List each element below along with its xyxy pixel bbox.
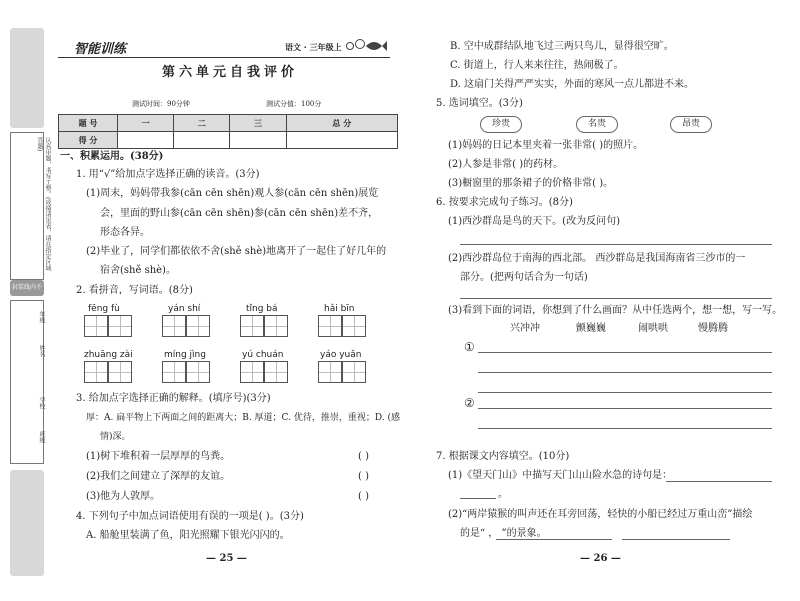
question-7-2-line-2: 的是“ ， ”的景象。	[460, 528, 547, 539]
question-1-2-line-1: (2)毕业了，同学们都依依不舍(shě shè)地离开了一起住了好几年的	[86, 246, 387, 257]
score-cell[interactable]	[286, 132, 397, 149]
sidebar-top-block	[10, 28, 44, 128]
question-7-1: (1)《望天门山》中描写天门山山险水急的诗句是：	[448, 470, 673, 481]
pinyin-label: hǎi bīn	[324, 304, 355, 314]
page-number-26: — 26 —	[580, 553, 621, 564]
score-table-header-row	[59, 115, 398, 132]
sidebar-instruction-box	[10, 132, 51, 280]
question-6: 6. 按要求完成句子练习。(8分)	[436, 197, 573, 208]
question-4-option-b: B. 空中成群结队地飞过三两只鸟儿，显得很空旷。	[450, 41, 674, 52]
brand-title: 智能训练	[74, 42, 127, 57]
answer-line[interactable]	[460, 498, 496, 499]
question-1-2-line-2: 宿舍(shě shè)。	[100, 265, 176, 276]
question-6-1: (1)西沙群岛是鸟的天下。(改为反问句)	[448, 216, 620, 227]
answer-blank[interactable]: ( )	[358, 491, 369, 502]
sidebar-bottom-block	[10, 470, 44, 576]
answer-blank[interactable]: ( )	[358, 471, 369, 482]
writing-grid[interactable]	[84, 361, 132, 383]
subject-label: 语文 · 三年级上	[285, 43, 342, 52]
word-prompt: 兴冲冲	[510, 323, 540, 334]
question-4-option-d: D. 这扇门关得严严实实，外面的寒风一点儿都进不来。	[450, 79, 695, 90]
answer-line[interactable]	[666, 481, 772, 482]
writing-grid[interactable]	[240, 315, 288, 337]
word-prompt: 闹哄哄	[638, 323, 668, 334]
pinyin-label: tǐng bá	[246, 304, 278, 314]
question-1-1-line-1: (1)周末，妈妈带我参(cān cēn shēn)观人参(cān cēn shēn)展览	[86, 188, 379, 199]
page-number-25: — 25 —	[206, 553, 247, 564]
score-cell: 总 分	[286, 115, 397, 132]
question-4-option-a: A. 船舱里装满了鱼，阳光照耀下银光闪闪的。	[86, 530, 290, 541]
score-cell: 题 号	[59, 115, 118, 132]
question-4-option-c: C. 街道上，行人来来往往，热闹极了。	[450, 60, 624, 71]
word-option: 珍贵	[480, 116, 522, 133]
writing-grid[interactable]	[162, 361, 210, 383]
answer-line[interactable]	[460, 298, 772, 299]
question-6-2-line-1: (2)西沙群岛位于南海的西北部。 西沙群岛是我国海南省三沙市的一	[448, 253, 746, 264]
question-1-1-line-2: 会，里面的野山参(cān cēn shēn)参(cān cēn shēn)差不齐，	[100, 208, 379, 219]
question-4: 4. 下列句子中加点词语使用有误的一项是( )。(3分)	[76, 511, 304, 522]
question-3-1: (1)树下堆积着一层厚厚的鸟粪。	[86, 451, 231, 462]
score-cell[interactable]	[174, 132, 230, 149]
page-25	[58, 0, 398, 601]
question-1-1-line-3: 形态各异。	[100, 227, 150, 238]
question-2: 2. 看拼音，写词语。(8分)	[76, 285, 193, 296]
writing-grid[interactable]	[318, 315, 366, 337]
question-1: 1. 用“√”给加点字选择正确的读音。(3分)	[76, 169, 260, 180]
writing-grid[interactable]	[84, 315, 132, 337]
score-table	[58, 114, 398, 149]
pinyin-label: yú chuán	[242, 350, 284, 360]
score-cell: 三	[230, 115, 286, 132]
pinyin-label: míng jìng	[164, 350, 206, 360]
binding-sidebar	[4, 28, 50, 576]
sidebar-notice: 封装线内不要答题	[11, 284, 42, 307]
question-3-definitions: 厚：A. 扁平物上下两面之间的距离大；B. 厚道；C. 优待，推崇，重视；D. (感	[86, 413, 400, 423]
score-cell: 二	[174, 115, 230, 132]
pinyin-label: fēng fù	[88, 304, 120, 314]
question-5: 5. 选词填空。(3分)	[436, 98, 523, 109]
page-title: 第六单元自我评价	[162, 65, 299, 80]
pinyin-label: yán shí	[168, 304, 201, 314]
answer-line[interactable]	[478, 372, 772, 373]
answer-line[interactable]	[478, 392, 772, 393]
writing-grid[interactable]	[162, 315, 210, 337]
sidebar-field-class: 班级	[38, 431, 45, 443]
test-score-value: 测试分值：100分	[266, 100, 322, 108]
question-6-3: (3)看到下面的词语，你想到了什么画面？从中任选两个，想一想，写一写。	[448, 305, 783, 316]
answer-line[interactable]	[478, 408, 772, 409]
question-3-3: (3)他为人敦厚。	[86, 491, 161, 502]
answer-line[interactable]	[460, 244, 772, 245]
section-heading: 一、积累运用。(38分)	[60, 151, 164, 162]
sidebar-field-school: 学校	[38, 397, 45, 409]
question-3-2: (2)我们之间建立了深厚的友谊。	[86, 471, 231, 482]
writing-grid[interactable]	[318, 361, 366, 383]
question-6-2-line-2: 部分。(把两句话合为一句话)	[460, 272, 588, 283]
score-cell: 得 分	[59, 132, 118, 149]
pinyin-label: zhuāng zài	[84, 350, 133, 360]
word-option: 名贵	[576, 116, 618, 133]
question-3: 3. 给加点字选择正确的解释。(填序号)(3分)	[76, 393, 271, 404]
page-26	[430, 0, 785, 601]
word-prompt: 慢腾腾	[698, 323, 728, 334]
answer-line[interactable]	[478, 352, 772, 353]
word-option: 昂贵	[670, 116, 712, 133]
answer-marker-2: ②	[464, 396, 475, 410]
question-5-1: (1)妈妈的日记本里夹着一张非常( )的照片。	[448, 140, 644, 151]
question-5-3: (3)橱窗里的那条裙子的价格非常( )。	[448, 178, 614, 189]
sidebar-notice-bar	[10, 280, 44, 307]
score-cell: 一	[118, 115, 174, 132]
pinyin-label: yáo yuǎn	[320, 350, 362, 360]
writing-grid[interactable]	[240, 361, 288, 383]
question-5-2: (2)人参是非常( )的药材。	[448, 159, 564, 170]
word-prompt: 颤巍巍	[576, 323, 606, 334]
sidebar-fields-box	[10, 300, 44, 464]
score-cell[interactable]	[118, 132, 174, 149]
answer-marker-1: ①	[464, 340, 475, 354]
question-7-2-line-1: (2)“两岸猿猴的叫声还在耳旁回荡，轻快的小船已经过万重山峦”描绘	[448, 509, 753, 520]
sidebar-instructions: 认真审题，书写工整。(成绩请见表，请在指定区域答题)	[36, 137, 51, 272]
answer-line[interactable]	[478, 428, 772, 429]
question-7: 7. 根据课文内容填空。(10分)	[436, 451, 570, 462]
test-time: 测试时间：90分钟	[132, 100, 190, 108]
question-7-1-end: 。	[498, 489, 508, 500]
answer-blank[interactable]: ( )	[358, 451, 369, 462]
answer-line[interactable]	[496, 539, 612, 540]
answer-line[interactable]	[622, 539, 730, 540]
score-table-score-row	[59, 132, 398, 149]
sidebar-field-grade: 年级	[38, 311, 45, 323]
sidebar-field-name: 姓名	[38, 345, 45, 357]
question-3-definitions-cont: 情)深。	[100, 432, 131, 442]
score-cell[interactable]	[230, 132, 286, 149]
